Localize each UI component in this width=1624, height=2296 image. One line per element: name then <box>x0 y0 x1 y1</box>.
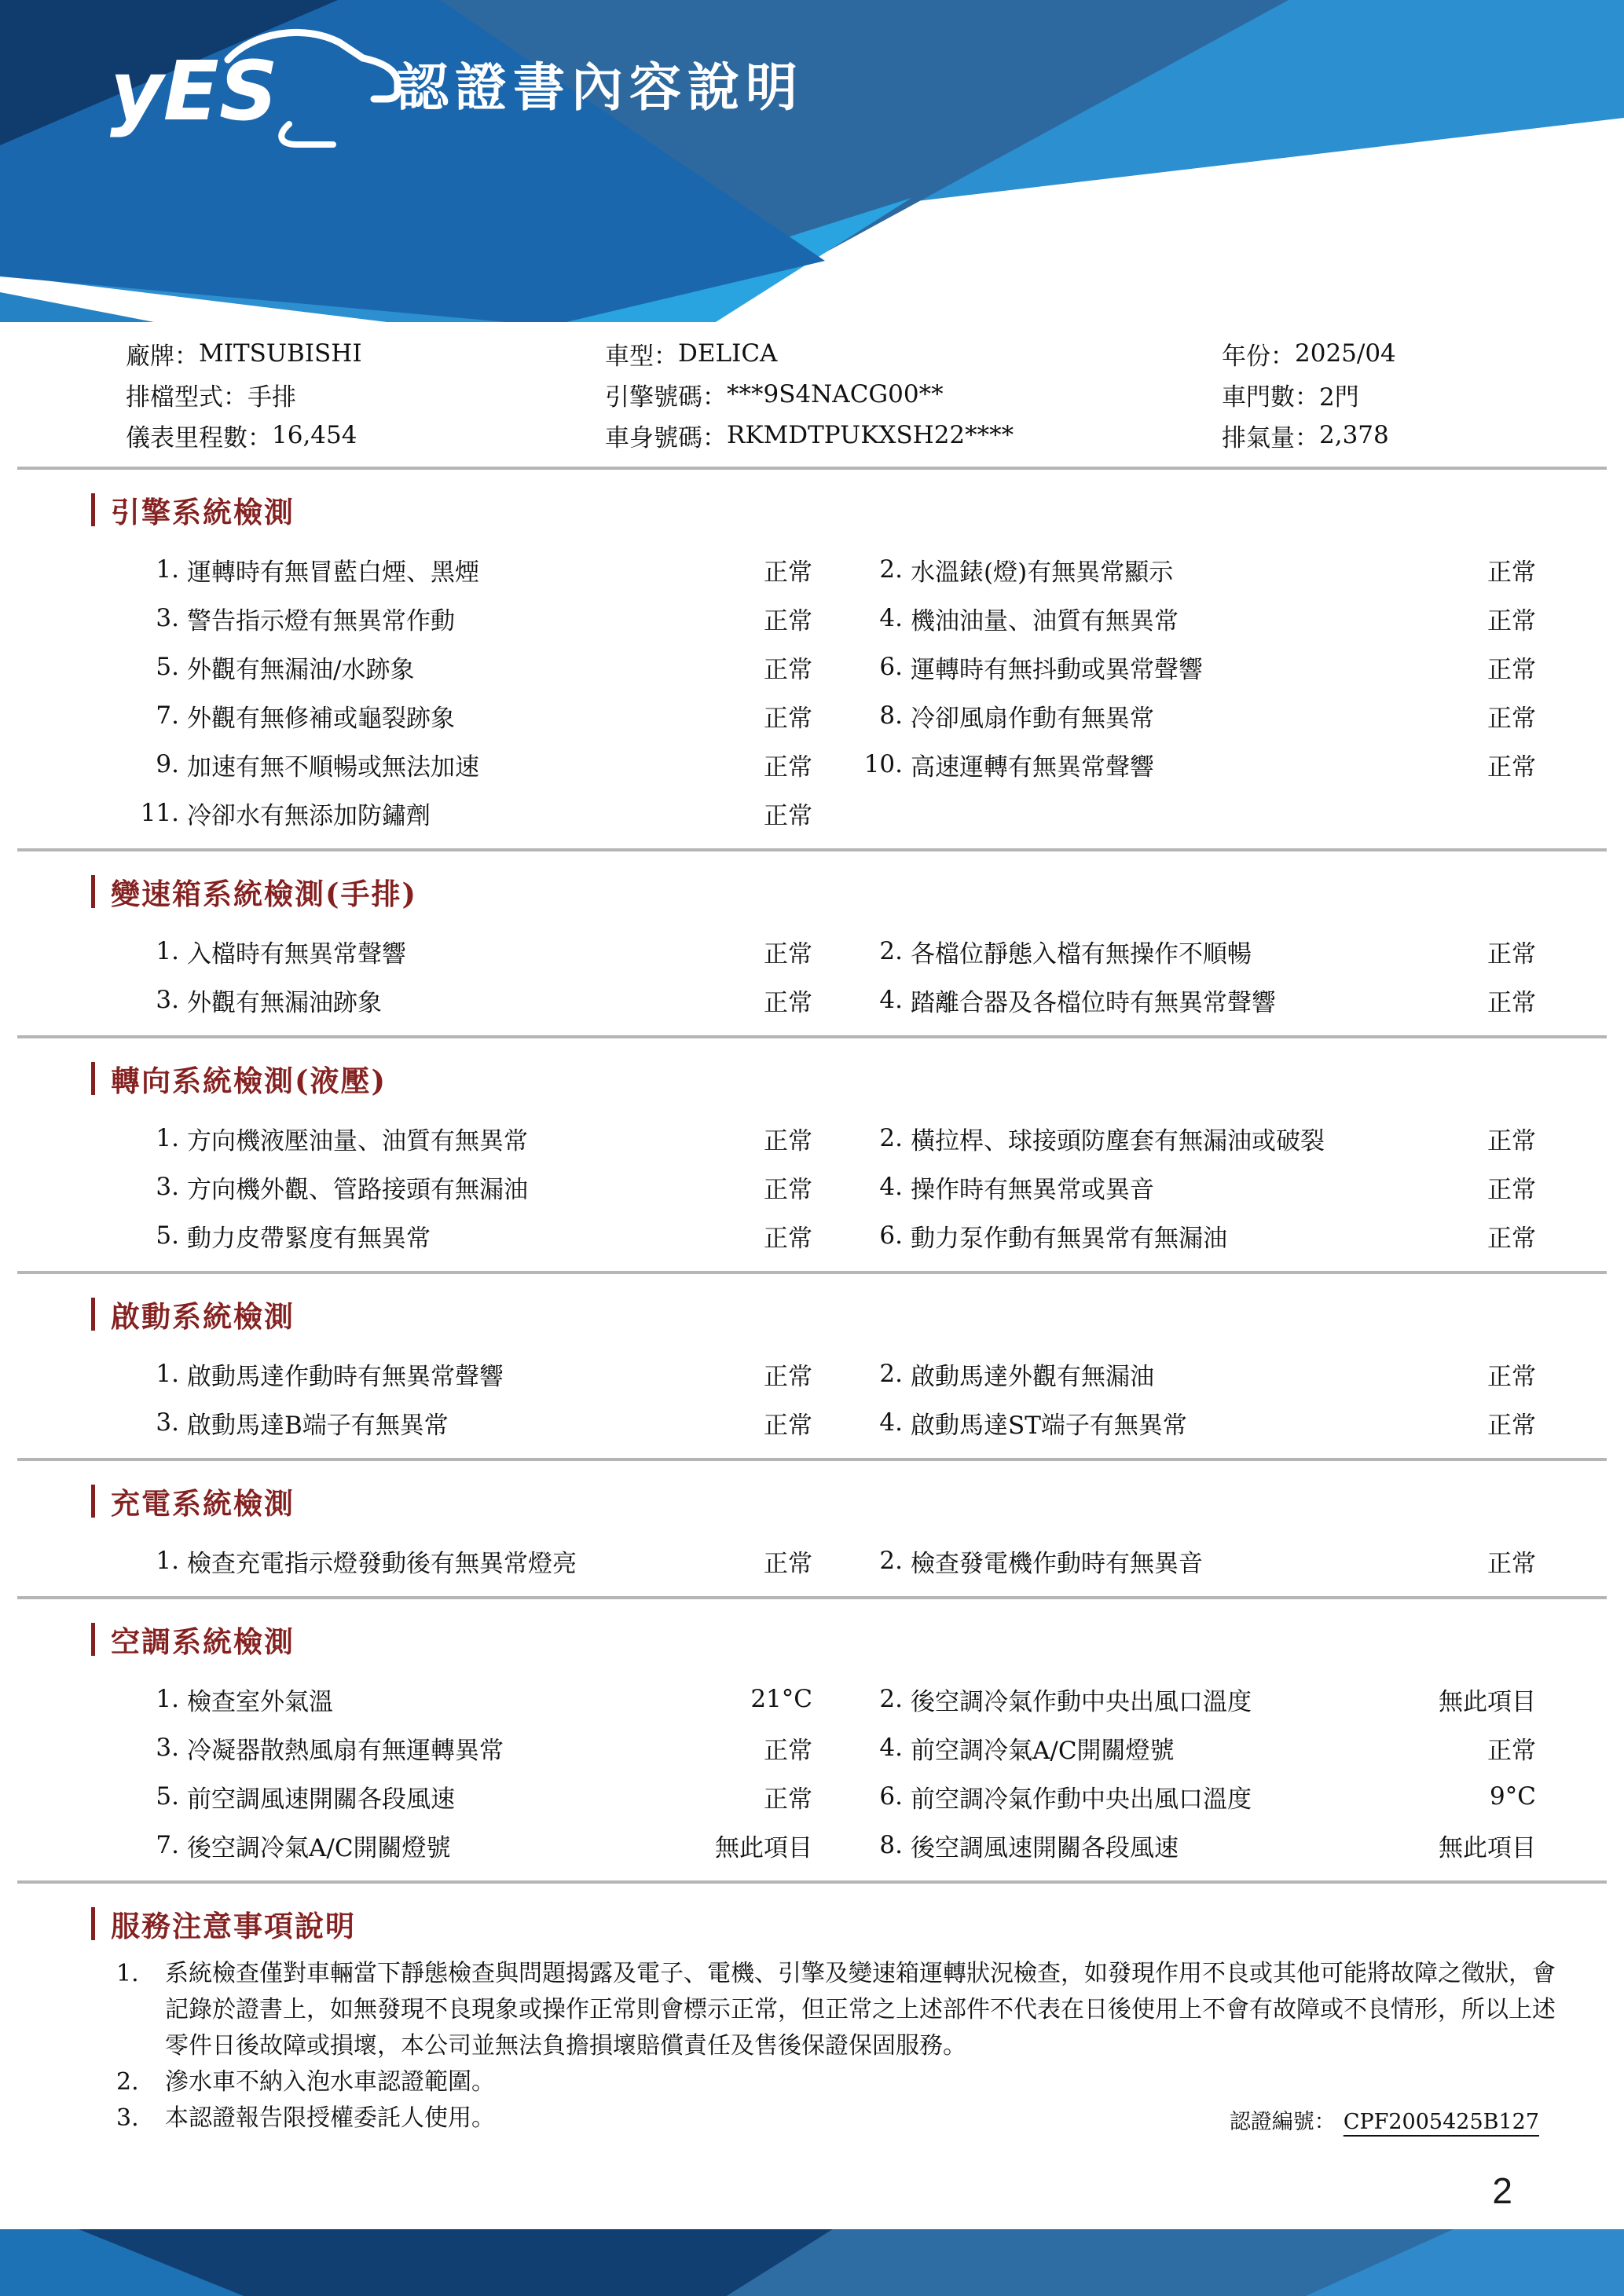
section-title <box>91 870 1624 913</box>
field-value: 16,454 <box>272 421 357 449</box>
item-number: 11. <box>140 799 179 827</box>
item-label: 前空調風速開關各段風速 <box>187 1785 455 1814</box>
item-number: 2. <box>879 1360 903 1388</box>
item-number: 5. <box>156 653 179 681</box>
inspection-item <box>132 650 856 685</box>
item-number: 10. <box>863 750 903 778</box>
inspection-item <box>856 1357 1536 1392</box>
item-label: 檢查室外氣溫 <box>187 1687 333 1716</box>
inspection-section <box>0 1480 1624 1585</box>
inspection-row <box>132 1723 1536 1772</box>
item-status: 正常 <box>764 753 812 782</box>
divider <box>17 1880 1607 1884</box>
vehicle-info-column <box>126 333 605 456</box>
inspection-item <box>132 1170 856 1205</box>
vehicle-info-field <box>126 374 605 415</box>
item-number: 4. <box>879 1734 903 1762</box>
certificate-label: 認證編號： <box>1229 2110 1336 2134</box>
section-title-bar <box>91 1485 95 1518</box>
item-label: 外觀有無漏油/水跡象 <box>187 655 415 684</box>
inspection-row <box>132 643 1536 691</box>
item-status: 無此項目 <box>715 1833 812 1862</box>
item-label: 啟動馬達作動時有無異常聲響 <box>187 1362 504 1391</box>
item-status: 正常 <box>764 1224 812 1253</box>
section-title-text: 充電系統檢測 <box>111 1486 295 1521</box>
section-rows <box>0 1114 1624 1260</box>
item-label: 後空調冷氣作動中央出風口溫度 <box>911 1687 1252 1716</box>
inspection-row <box>132 1349 1536 1398</box>
item-status: 正常 <box>764 1785 812 1814</box>
item-label: 方向機外觀、管路接頭有無漏油 <box>187 1175 528 1204</box>
inspection-item <box>132 1730 856 1766</box>
inspection-item <box>132 934 856 969</box>
notes-section-title <box>91 1902 1624 1945</box>
inspection-item <box>132 1543 856 1579</box>
item-number: 3. <box>156 604 179 632</box>
inspection-sections <box>0 489 1624 1884</box>
item-label: 加速有無不順暢或無法加速 <box>187 753 479 782</box>
item-status: 無此項目 <box>1439 1833 1536 1862</box>
section-rows <box>0 1349 1624 1447</box>
item-status: 正常 <box>1487 1175 1536 1204</box>
inspection-row <box>132 1114 1536 1163</box>
yes-logo <box>110 24 409 157</box>
section-title-text: 啟動系統檢測 <box>111 1299 295 1334</box>
field-label: 排氣量： <box>1222 423 1319 452</box>
note-text: 本認證報告限授權委託人使用。 <box>165 2104 495 2132</box>
item-label: 外觀有無修補或龜裂跡象 <box>187 704 455 733</box>
inspection-section <box>0 1618 1624 1869</box>
item-status: 正常 <box>1487 1224 1536 1253</box>
item-status: 9°C <box>1490 1782 1536 1811</box>
field-value: 手排 <box>247 383 296 412</box>
inspection-item <box>856 1779 1536 1814</box>
item-number: 6. <box>879 653 903 681</box>
inspection-item <box>856 1121 1536 1156</box>
item-status: 正常 <box>764 1411 812 1440</box>
item-label: 高速運轉有無異常聲響 <box>911 753 1154 782</box>
item-status: 正常 <box>764 801 812 830</box>
item-number: 8. <box>879 701 903 730</box>
vehicle-info-field <box>1222 333 1624 374</box>
field-value: MITSUBISHI <box>199 339 362 368</box>
inspection-item <box>856 650 1536 685</box>
section-rows <box>0 545 1624 837</box>
field-label: 車身號碼： <box>605 423 727 452</box>
item-number: 2. <box>879 1685 903 1713</box>
header-banner <box>0 0 1624 322</box>
field-label: 儀表里程數： <box>126 423 272 452</box>
inspection-row <box>132 1536 1536 1585</box>
field-value: 2025/04 <box>1295 339 1396 368</box>
item-number: 4. <box>879 986 903 1014</box>
section-title <box>91 489 1624 531</box>
divider <box>17 1035 1607 1038</box>
section-title-bar <box>91 875 95 908</box>
inspection-item <box>132 601 856 636</box>
item-label: 冷卻水有無添加防鏽劑 <box>187 801 431 830</box>
item-label: 外觀有無漏油跡象 <box>187 988 382 1017</box>
section-title-text: 服務注意事項說明 <box>111 1909 356 1943</box>
inspection-row <box>132 740 1536 789</box>
item-status: 正常 <box>764 655 812 684</box>
item-status: 無此項目 <box>1439 1687 1536 1716</box>
item-number: 2. <box>879 1124 903 1152</box>
field-value: DELICA <box>678 339 778 368</box>
item-status: 正常 <box>764 558 812 587</box>
item-status: 正常 <box>1487 1736 1536 1765</box>
item-status: 正常 <box>764 1362 812 1391</box>
inspection-item <box>856 983 1536 1018</box>
field-value: RKMDTPUKXSH22**** <box>727 421 1014 449</box>
field-value: ***9S4NACG00** <box>727 380 944 408</box>
divider <box>17 1271 1607 1274</box>
vehicle-info-field <box>605 333 1222 374</box>
inspection-row <box>132 927 1536 976</box>
inspection-item <box>132 1779 856 1814</box>
item-number: 4. <box>879 1408 903 1437</box>
inspection-item <box>856 1218 1536 1254</box>
item-label: 冷卻風扇作動有無異常 <box>911 704 1154 733</box>
inspection-section <box>0 1293 1624 1447</box>
item-label: 各檔位靜態入檔有無操作不順暢 <box>911 939 1252 969</box>
field-value: 2,378 <box>1319 421 1389 449</box>
item-label: 後空調風速開關各段風速 <box>911 1833 1179 1862</box>
section-title <box>91 1293 1624 1335</box>
item-status: 正常 <box>764 606 812 635</box>
item-number: 1. <box>156 1685 179 1713</box>
inspection-item <box>856 747 1536 782</box>
field-label: 引擎號碼： <box>605 383 727 412</box>
footer-banner <box>0 2229 1624 2296</box>
item-label: 警告指示燈有無異常作動 <box>187 606 455 635</box>
inspection-item <box>132 1218 856 1254</box>
divider <box>17 848 1607 851</box>
item-label: 水溫錶(燈)有無異常顯示 <box>911 558 1174 587</box>
section-rows <box>0 1536 1624 1585</box>
vehicle-info-field <box>605 415 1222 456</box>
item-number: 3. <box>156 986 179 1014</box>
item-label: 啟動馬達ST端子有無異常 <box>911 1411 1187 1440</box>
divider <box>17 1596 1607 1599</box>
inspection-item <box>856 1730 1536 1766</box>
item-label: 啟動馬達B端子有無異常 <box>187 1411 449 1440</box>
item-status: 正常 <box>1487 655 1536 684</box>
section-title-text: 引擎系統檢測 <box>111 495 295 529</box>
divider <box>17 1458 1607 1461</box>
note-number: 3. <box>116 2104 139 2132</box>
item-number: 8. <box>879 1831 903 1859</box>
certificate-value: CPF2005425B127 <box>1343 2110 1539 2134</box>
footer-banner-graphic <box>0 2229 1624 2296</box>
inspection-item <box>132 1405 856 1441</box>
item-label: 動力皮帶緊度有無異常 <box>187 1224 431 1253</box>
inspection-item <box>132 1121 856 1156</box>
item-status: 正常 <box>1487 988 1536 1017</box>
section-rows <box>0 1675 1624 1869</box>
item-status: 正常 <box>1487 1126 1536 1155</box>
item-status: 正常 <box>1487 753 1536 782</box>
inspection-row <box>132 691 1536 740</box>
item-label: 入檔時有無異常聲響 <box>187 939 406 969</box>
item-label: 橫拉桿、球接頭防塵套有無漏油或破裂 <box>911 1126 1325 1155</box>
field-label: 車型： <box>605 342 678 371</box>
vehicle-info-field <box>605 374 1222 415</box>
inspection-item <box>132 983 856 1018</box>
item-label: 檢查充電指示燈發動後有無異常燈亮 <box>187 1549 577 1578</box>
item-label: 冷凝器散熱風扇有無運轉異常 <box>187 1736 504 1765</box>
item-status: 正常 <box>764 1549 812 1578</box>
item-number: 4. <box>879 604 903 632</box>
note-text: 滲水車不納入泡水車認證範圍。 <box>165 2068 495 2096</box>
inspection-item <box>132 1828 856 1863</box>
section-title-bar <box>91 1623 95 1656</box>
section-title-text: 轉向系統檢測(液壓) <box>111 1064 387 1098</box>
item-number: 1. <box>156 937 179 965</box>
yes-logo-text: yES <box>110 43 278 139</box>
vehicle-info-column <box>1222 333 1624 456</box>
inspection-section <box>0 870 1624 1024</box>
inspection-item <box>132 1682 856 1717</box>
inspection-item <box>856 1828 1536 1863</box>
item-label: 踏離合器及各檔位時有無異常聲響 <box>911 988 1276 1017</box>
field-label: 車門數： <box>1222 383 1319 412</box>
item-status: 正常 <box>1487 939 1536 969</box>
item-status: 正常 <box>1487 704 1536 733</box>
item-label: 運轉時有無抖動或異常聲響 <box>911 655 1203 684</box>
item-number: 6. <box>879 1221 903 1250</box>
item-number: 4. <box>879 1173 903 1201</box>
inspection-item <box>856 1543 1536 1579</box>
item-status: 正常 <box>1487 606 1536 635</box>
item-number: 7. <box>156 1831 179 1859</box>
inspection-item <box>856 934 1536 969</box>
inspection-item <box>856 1170 1536 1205</box>
certificate-number <box>1230 2104 1547 2135</box>
inspection-row <box>132 1211 1536 1260</box>
item-number: 1. <box>156 555 179 584</box>
item-number: 2. <box>879 937 903 965</box>
inspection-row <box>132 1675 1536 1723</box>
section-title-text: 空調系統檢測 <box>111 1624 295 1659</box>
inspection-item <box>132 552 856 588</box>
inspection-item <box>856 601 1536 636</box>
field-label: 年份： <box>1222 342 1295 371</box>
vehicle-info-column <box>605 333 1222 456</box>
vehicle-info-field <box>1222 374 1624 415</box>
item-status: 正常 <box>1487 1549 1536 1578</box>
section-title-bar <box>91 1298 95 1331</box>
item-status: 21°C <box>750 1685 812 1713</box>
item-status: 正常 <box>1487 1411 1536 1440</box>
inspection-item <box>132 698 856 734</box>
item-label: 方向機液壓油量、油質有無異常 <box>187 1126 528 1155</box>
page-number: 2 <box>1492 2170 1512 2211</box>
item-label: 前空調冷氣作動中央出風口溫度 <box>911 1785 1252 1814</box>
item-number: 1. <box>156 1360 179 1388</box>
field-value: 2門 <box>1319 383 1359 412</box>
vehicle-info-field <box>1222 415 1624 456</box>
inspection-item <box>856 1682 1536 1717</box>
inspection-item <box>856 698 1536 734</box>
notes-section <box>0 1956 1624 2137</box>
note-text: 系統檢查僅對車輛當下靜態檢查與問題揭露及電子、電機、引擎及變速箱運轉狀況檢查，如發現作用不良或其他可能將故障之徵狀，會記錄於證書上，如無發現不良現象或操作正常則會標示正常，但正常之上述部件不代表在日後使用上不會有故障或不良情形，所以上述零件日後故障或損壞，本公司並無法負擔損壞賠償責任及售後保證保固服務。 <box>165 1960 1556 2060</box>
inspection-item <box>856 1405 1536 1441</box>
item-number: 2. <box>879 1547 903 1575</box>
inspection-row <box>132 976 1536 1024</box>
inspection-row <box>132 1398 1536 1447</box>
inspection-section <box>0 489 1624 837</box>
item-number: 3. <box>156 1173 179 1201</box>
note-number: 2. <box>116 2068 139 2096</box>
item-label: 動力泵作動有無異常有無漏油 <box>911 1224 1227 1253</box>
item-number: 3. <box>156 1734 179 1762</box>
note-number: 1. <box>116 1960 139 1987</box>
section-title-bar <box>91 493 95 526</box>
inspection-row <box>132 594 1536 643</box>
inspection-item <box>132 1357 856 1392</box>
inspection-row <box>132 1772 1536 1821</box>
note-item <box>116 1956 1577 2064</box>
item-number: 9. <box>156 750 179 778</box>
inspection-row <box>132 789 1536 837</box>
item-number: 6. <box>879 1782 903 1811</box>
section-rows <box>0 927 1624 1024</box>
car-outline-icon <box>281 124 333 145</box>
item-label: 檢查發電機作動時有無異音 <box>911 1549 1203 1578</box>
item-label: 後空調冷氣A/C開關燈號 <box>187 1833 451 1862</box>
vehicle-info-field <box>126 333 605 374</box>
item-label: 前空調冷氣A/C開關燈號 <box>911 1736 1175 1765</box>
inspection-row <box>132 545 1536 594</box>
item-number: 2. <box>879 555 903 584</box>
item-number: 1. <box>156 1124 179 1152</box>
item-number: 5. <box>156 1782 179 1811</box>
item-status: 正常 <box>1487 558 1536 587</box>
inspection-section <box>0 1057 1624 1260</box>
section-title-text: 變速箱系統檢測(手排) <box>111 877 418 911</box>
item-label: 啟動馬達外觀有無漏油 <box>911 1362 1154 1391</box>
item-status: 正常 <box>764 988 812 1017</box>
section-title-bar <box>91 1062 95 1095</box>
item-number: 1. <box>156 1547 179 1575</box>
item-status: 正常 <box>1487 1362 1536 1391</box>
item-number: 7. <box>156 701 179 730</box>
inspection-item <box>132 796 856 831</box>
item-number: 3. <box>156 1408 179 1437</box>
item-number: 5. <box>156 1221 179 1250</box>
inspection-item <box>856 552 1536 588</box>
divider <box>17 467 1607 470</box>
vehicle-info-field <box>126 415 605 456</box>
item-label: 機油油量、油質有無異常 <box>911 606 1179 635</box>
item-status: 正常 <box>764 704 812 733</box>
item-status: 正常 <box>764 1175 812 1204</box>
section-title <box>91 1057 1624 1100</box>
section-title-bar <box>91 1907 95 1940</box>
page-title: 認證書內容說明 <box>397 58 804 116</box>
field-label: 排檔型式： <box>126 383 247 412</box>
section-title <box>91 1480 1624 1522</box>
inspection-item <box>132 747 856 782</box>
note-item <box>116 2064 1577 2100</box>
item-label: 操作時有無異常或異音 <box>911 1175 1154 1204</box>
item-label: 運轉時有無冒藍白煙、黑煙 <box>187 558 479 587</box>
field-label: 廠牌： <box>126 342 199 371</box>
item-status: 正常 <box>764 1126 812 1155</box>
section-title <box>91 1618 1624 1661</box>
vehicle-info <box>0 322 1624 456</box>
inspection-row <box>132 1163 1536 1211</box>
inspection-row <box>132 1821 1536 1869</box>
item-status: 正常 <box>764 1736 812 1765</box>
item-status: 正常 <box>764 939 812 969</box>
